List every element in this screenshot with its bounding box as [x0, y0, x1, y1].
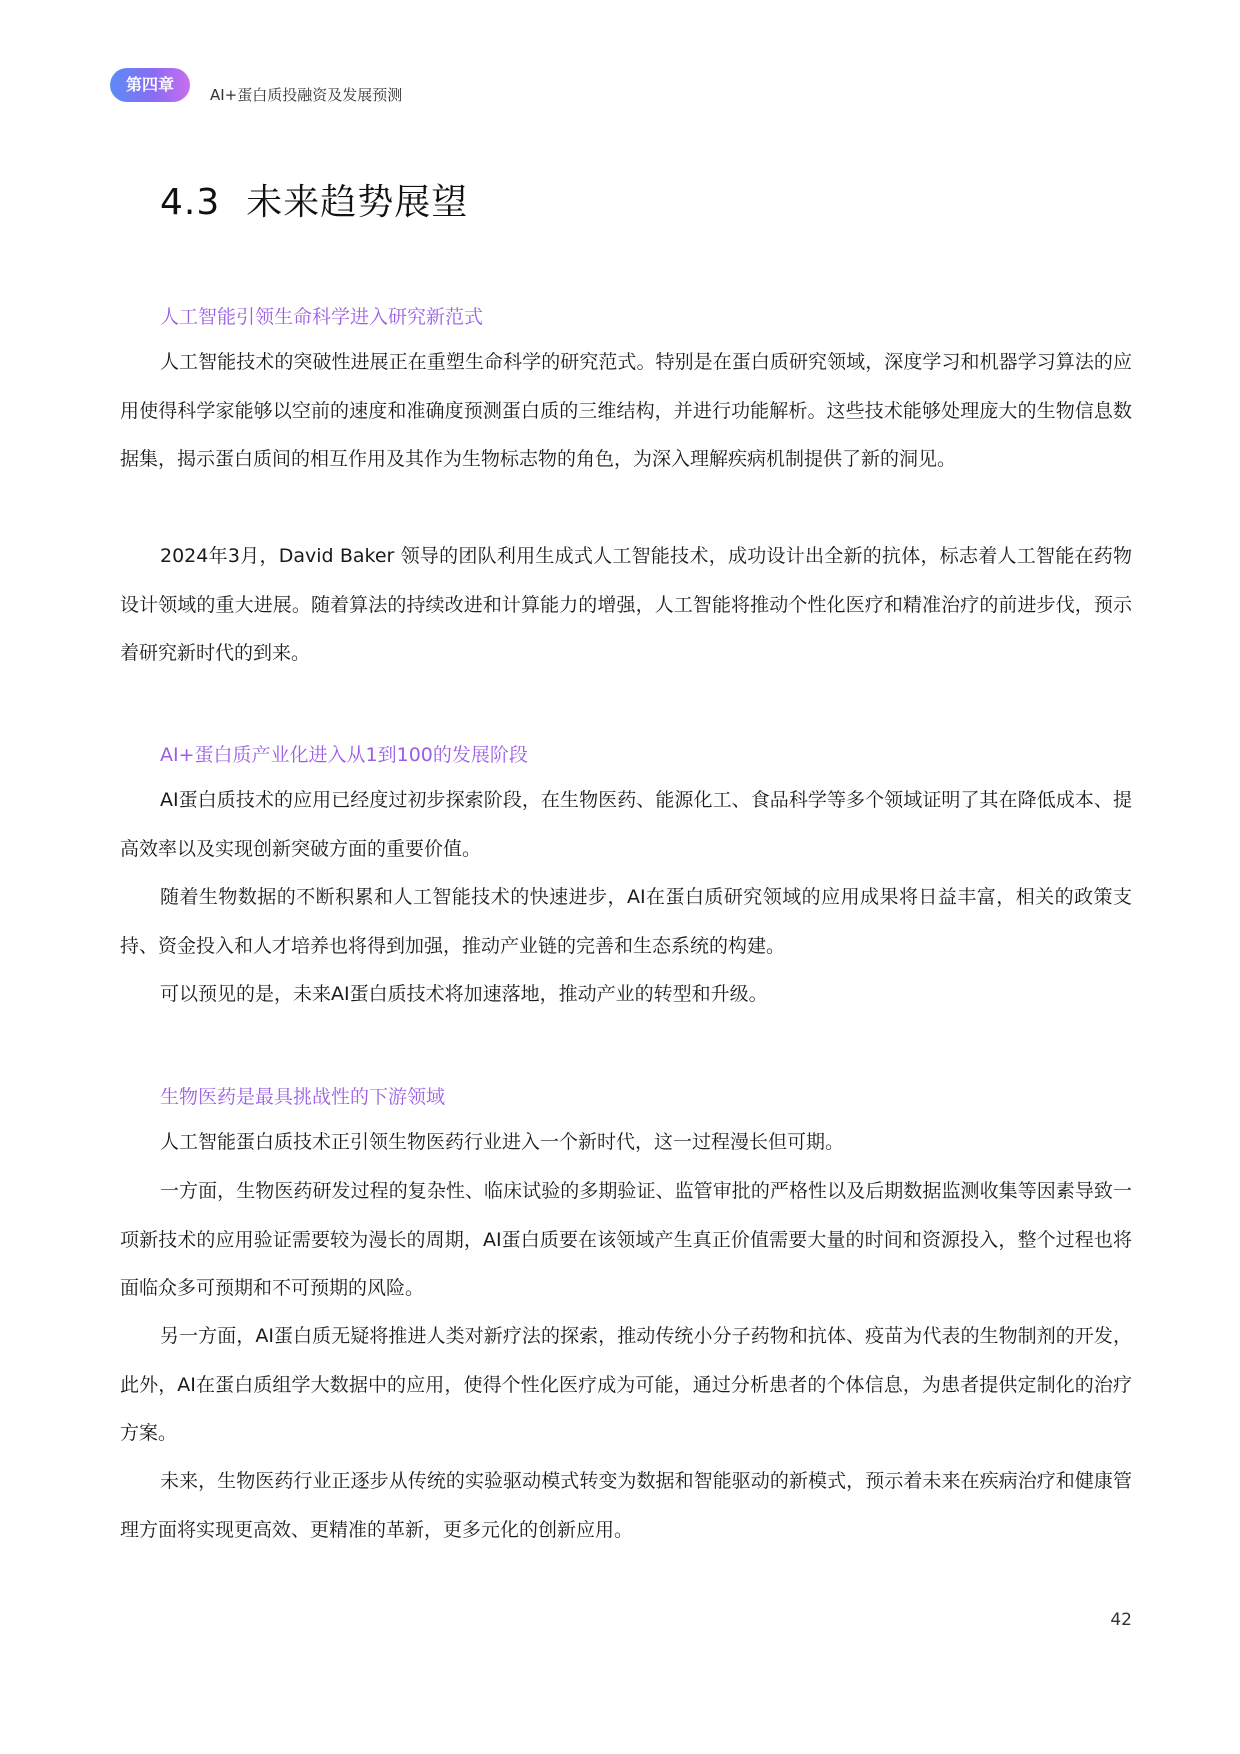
running-title: AI+蛋白质投融资及发展预测 [210, 86, 403, 104]
section-title: 未来趋势展望 [246, 182, 469, 223]
paragraph: 2024年3月，David Baker 领导的团队利用生成式人工智能技术，成功设计出全新的抗体，标志着人工智能在药物设计领域的重大进展。随着算法的持续改进和计算能力的增强，人工智能将推动个性化医疗和精准治疗的前进步伐，预示着研究新时代的到来。 [120, 545, 1132, 664]
subsection-heading: 生物医药是最具挑战性的下游领域 [160, 1086, 446, 1108]
paragraph: 人工智能技术的突破性进展正在重塑生命科学的研究范式。特别是在蛋白质研究领域，深度学习和机器学习算法的应用使得科学家能够以空前的速度和准确度预测蛋白质的三维结构，并进行功能解析。这些技术能够处理庞大的生物信息数据集，揭示蛋白质间的相互作用及其作为生物标志物的角色，为深入理解疾病机制提供了新的洞见。 [120, 351, 1132, 470]
paragraph: 人工智能蛋白质技术正引领生物医药行业进入一个新时代，这一过程漫长但可期。 [160, 1131, 845, 1153]
paragraph: 未来，生物医药行业正逐步从传统的实验驱动模式转变为数据和智能驱动的新模式，预示着未来在疾病治疗和健康管理方面将实现更高效、更精准的革新，更多元化的创新应用。 [120, 1470, 1132, 1541]
paragraph: 随着生物数据的不断积累和人工智能技术的快速进步，AI在蛋白质研究领域的应用成果将日益丰富，相关的政策支持、资金投入和人才培养也将得到加强，推动产业链的完善和生态系统的构建。 [120, 886, 1132, 957]
paragraph: 可以预见的是，未来AI蛋白质技术将加速落地，推动产业的转型和升级。 [160, 983, 768, 1005]
subsection-heading: 人工智能引领生命科学进入研究新范式 [160, 306, 484, 328]
paragraph: 一方面，生物医药研发过程的复杂性、临床试验的多期验证、监管审批的严格性以及后期数据监测收集等因素导致一项新技术的应用验证需要较为漫长的周期，AI蛋白质要在该领域产生真正价值需要大量的时间和资源投入，整个过程也将面临众多可预期和不可预期的风险。 [120, 1180, 1132, 1299]
subsection-heading: AI+蛋白质产业化进入从1到100的发展阶段 [160, 744, 528, 766]
page-number: 42 [1110, 1610, 1132, 1630]
paragraph: 另一方面，AI蛋白质无疑将推进人类对新疗法的探索，推动传统小分子药物和抗体、疫苗为代表的生物制剂的开发，此外，AI在蛋白质组学大数据中的应用，使得个性化医疗成为可能，通过分析患者的个体信息，为患者提供定制化的治疗方案。 [120, 1325, 1132, 1444]
paragraph: AI蛋白质技术的应用已经度过初步探索阶段，在生物医药、能源化工、食品科学等多个领域证明了其在降低成本、提高效率以及实现创新突破方面的重要价值。 [120, 789, 1132, 860]
chapter-badge: 第四章 [110, 68, 190, 102]
section-heading [160, 174, 468, 225]
section-number: 4.3 [160, 182, 221, 223]
